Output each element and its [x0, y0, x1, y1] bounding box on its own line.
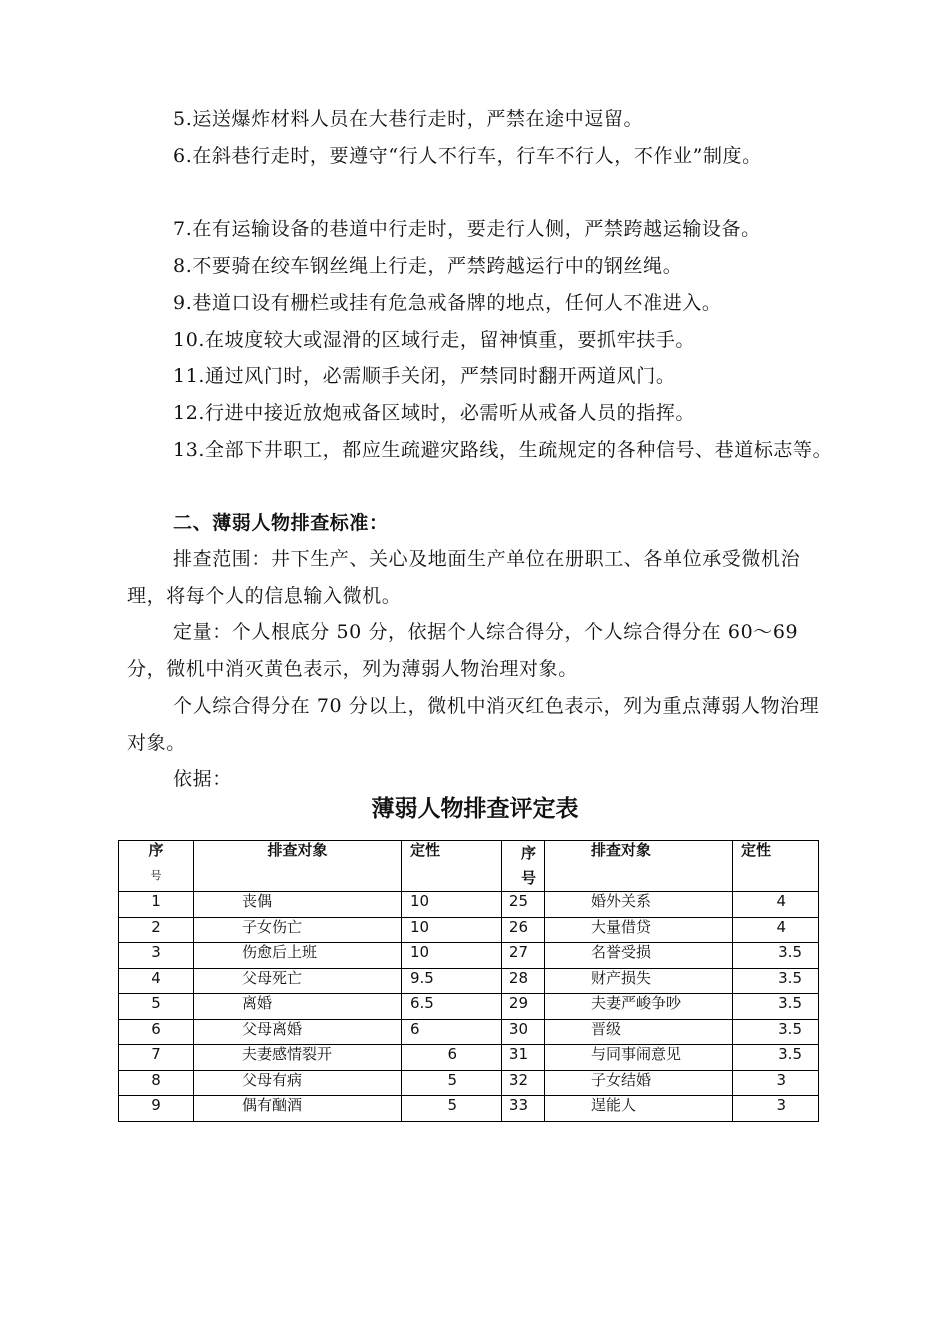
cell-object: 父母离婚	[194, 1019, 402, 1045]
cell-seq: 8	[119, 1070, 194, 1096]
paragraph-quantity: 定量：个人根底分 50 分，依据个人综合得分，个人综合得分在 60～69 分，微机中消灭黄色表示，列为薄弱人物治理对象。	[127, 621, 799, 680]
cell-seq: 1	[119, 892, 194, 918]
section-heading: 二、薄弱人物排查标准：	[173, 512, 389, 534]
cell-object2: 夫妻严峻争吵	[545, 994, 733, 1020]
cell-seq: 3	[119, 943, 194, 969]
cell-seq: 7	[119, 1045, 194, 1071]
cell-object: 父母有病	[194, 1070, 402, 1096]
table-title: 薄弱人物排查评定表	[371, 796, 579, 822]
cell-object2: 与同事闹意见	[545, 1045, 733, 1071]
header-score2: 定性	[733, 841, 819, 892]
evaluation-table	[118, 840, 819, 1122]
cell-score: 6	[402, 1019, 502, 1045]
cell-score2: 3.5	[733, 1019, 819, 1045]
header-seq2	[502, 841, 545, 892]
cell-seq: 5	[119, 994, 194, 1020]
cell-score: 6	[402, 1045, 502, 1071]
table-row	[119, 994, 819, 1020]
header-seq-sub: 号	[150, 869, 162, 882]
cell-object2: 晋级	[545, 1019, 733, 1045]
paragraph-rule-8: 8.不要骑在绞车钢丝绳上行走，严禁跨越运行中的钢丝绳。	[173, 255, 683, 277]
header-seq	[119, 841, 194, 892]
table-row	[119, 1045, 819, 1071]
paragraph-rule-5: 5.运送爆炸材料人员在大巷行走时，严禁在途中逗留。	[173, 108, 644, 130]
paragraph-rule-7: 7.在有运输设备的巷道中行走时，要走行人侧，严禁跨越运输设备。	[173, 218, 761, 240]
cell-object: 离婚	[194, 994, 402, 1020]
paragraph-scope: 排查范围：井下生产、关心及地面生产单位在册职工、各单位承受微机治理，将每个人的信息输入微机。	[127, 548, 801, 607]
cell-seq2: 26	[502, 917, 545, 943]
table-row	[119, 1019, 819, 1045]
cell-score2: 3	[733, 1096, 819, 1122]
cell-seq2: 30	[502, 1019, 545, 1045]
cell-object2: 名誉受损	[545, 943, 733, 969]
table-row	[119, 943, 819, 969]
cell-seq2: 32	[502, 1070, 545, 1096]
cell-score2: 3.5	[733, 968, 819, 994]
cell-score: 5	[402, 1096, 502, 1122]
cell-seq2: 31	[502, 1045, 545, 1071]
cell-seq2: 25	[502, 892, 545, 918]
cell-score2: 4	[733, 917, 819, 943]
table-row	[119, 1070, 819, 1096]
cell-score: 10	[402, 892, 502, 918]
cell-object: 父母死亡	[194, 968, 402, 994]
cell-object2: 财产损失	[545, 968, 733, 994]
paragraph-rule-10: 10.在坡度较大或湿滑的区域行走，留神慎重，要抓牢扶手。	[173, 329, 696, 351]
cell-object2: 逞能人	[545, 1096, 733, 1122]
header-seq-main: 序	[148, 841, 164, 859]
header-object2: 排查对象	[545, 841, 733, 892]
cell-object: 丧偶	[194, 892, 402, 918]
cell-score2: 3.5	[733, 943, 819, 969]
paragraph-rule-9: 9.巷道口设有栅栏或挂有危急戒备牌的地点，任何人不准进入。	[173, 292, 722, 314]
cell-seq: 6	[119, 1019, 194, 1045]
cell-object2: 大量借贷	[545, 917, 733, 943]
paragraph-rule-13: 13.全部下井职工，都应生疏避灾路线，生疏规定的各种信号、巷道标志等。	[173, 439, 833, 461]
table-row	[119, 1096, 819, 1122]
cell-seq2: 33	[502, 1096, 545, 1122]
paragraph-basis: 依据：	[173, 768, 232, 790]
cell-score2: 3.5	[733, 994, 819, 1020]
paragraph-rule-6: 6.在斜巷行走时，要遵守“行人不行车，行车不行人，不作业”制度。	[173, 145, 762, 167]
cell-object2: 子女结婚	[545, 1070, 733, 1096]
cell-seq: 2	[119, 917, 194, 943]
cell-seq2: 27	[502, 943, 545, 969]
cell-score: 6.5	[402, 994, 502, 1020]
paragraph-rule-11: 11.通过风门时，必需顺手关闭，严禁同时翻开两道风门。	[173, 365, 676, 387]
table-row	[119, 892, 819, 918]
table-header-row	[119, 841, 819, 892]
cell-object2: 婚外关系	[545, 892, 733, 918]
cell-score: 10	[402, 943, 502, 969]
cell-object: 偶有酗酒	[194, 1096, 402, 1122]
cell-object: 子女伤亡	[194, 917, 402, 943]
cell-score: 10	[402, 917, 502, 943]
paragraph-red-level: 个人综合得分在 70 分以上，微机中消灭红色表示，列为重点薄弱人物治理对象。	[127, 695, 820, 754]
header-score: 定性	[402, 841, 502, 892]
cell-score2: 4	[733, 892, 819, 918]
cell-seq2: 29	[502, 994, 545, 1020]
cell-score: 9.5	[402, 968, 502, 994]
cell-score: 5	[402, 1070, 502, 1096]
cell-object: 夫妻感情裂开	[194, 1045, 402, 1071]
header-object: 排查对象	[194, 841, 402, 892]
table-row	[119, 968, 819, 994]
paragraph-rule-12: 12.行进中接近放炮戒备区域时，必需听从戒备人员的指挥。	[173, 402, 696, 424]
table-row	[119, 917, 819, 943]
cell-score2: 3	[733, 1070, 819, 1096]
cell-score2: 3.5	[733, 1045, 819, 1071]
cell-object: 伤愈后上班	[194, 943, 402, 969]
cell-seq: 4	[119, 968, 194, 994]
cell-seq2: 28	[502, 968, 545, 994]
cell-seq: 9	[119, 1096, 194, 1122]
header-seq2-text: 序号	[520, 844, 536, 887]
